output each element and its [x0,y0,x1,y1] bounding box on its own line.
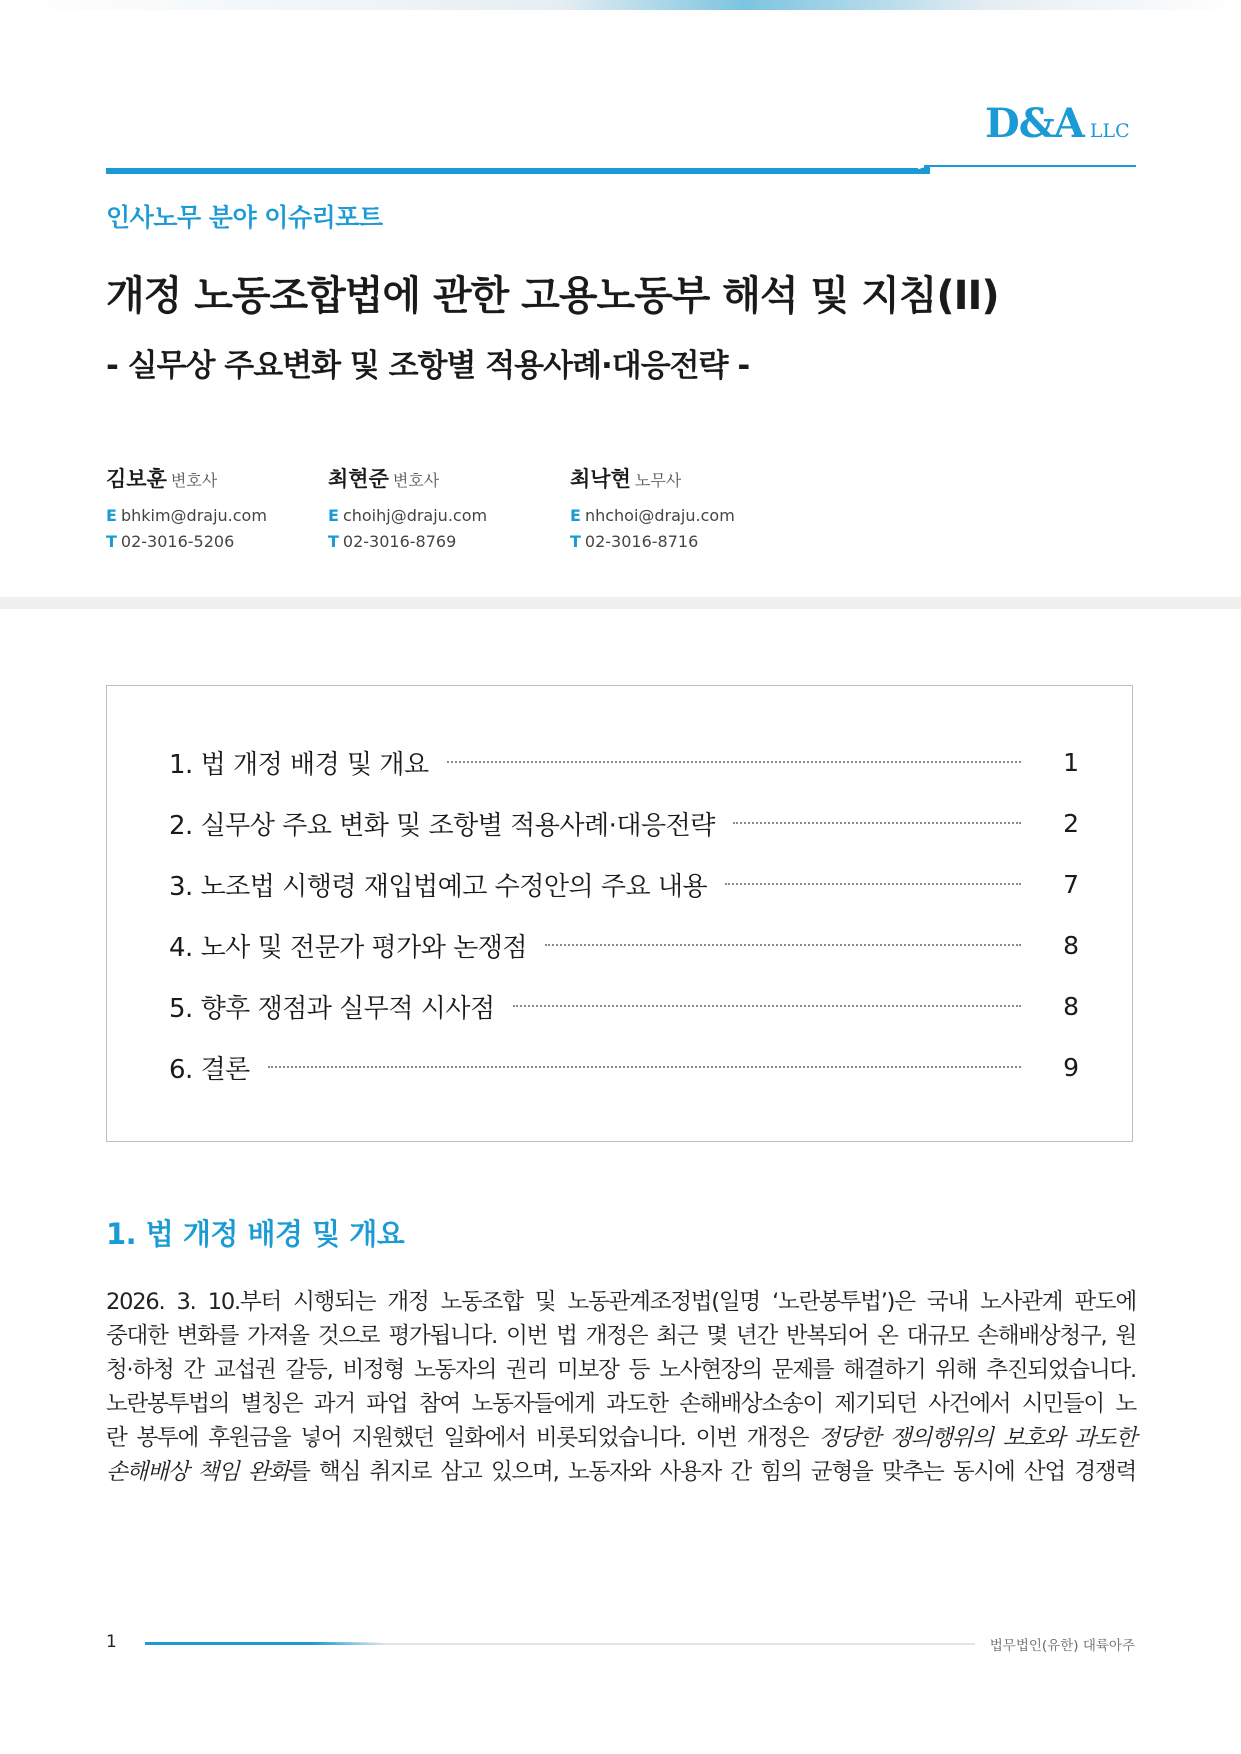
author-card [328,463,548,555]
body-text-segment: 란 봉투에 후원금을 넣어 지원했던 일화에서 비롯되었습니다. 이번 개정은 [106,1425,819,1451]
section-separator [0,597,1241,609]
toc-item-label: 3. 노조법 시행령 재입법예고 수정안의 주요 내용 [169,871,708,902]
toc-item-label: 4. 노사 및 전문가 평가와 논쟁점 [169,932,528,963]
author-role: 변호사 [170,471,218,490]
author-name: 김보훈 [106,467,167,491]
toc-item[interactable] [169,925,1079,965]
section-heading: 1. 법 개정 배경 및 개요 [106,1217,405,1251]
toc-item-page: 1 [1063,747,1079,777]
email-label: E [328,506,339,525]
toc-item-label: 6. 결론 [169,1054,250,1085]
toc-item-label: 5. 향후 쟁점과 실무적 시사점 [169,993,495,1024]
toc-item-label: 1. 법 개정 배경 및 개요 [169,749,429,780]
email-label: E [570,506,581,525]
author-tel: 02-3016-8769 [342,532,457,551]
tel-label: T [106,532,117,551]
toc-item-page: 9 [1063,1052,1079,1082]
author-card [570,463,790,555]
toc-item-page: 8 [1063,930,1079,960]
body-emphasis: 손해배상 책임 완화 [106,1459,290,1485]
toc-leader-dots [513,1005,1021,1007]
author-tel: 02-3016-8716 [584,532,699,551]
firm-logo [985,100,1135,147]
section-body [106,1285,1136,1489]
toc-item[interactable] [169,1047,1079,1087]
footer-firm-name: 법무법인(유한) 대륙아주 [989,1638,1135,1654]
toc-leader-dots [733,822,1021,824]
toc-item[interactable] [169,986,1079,1026]
toc-item[interactable] [169,742,1079,782]
email-label: E [106,506,117,525]
author-role: 변호사 [392,471,440,490]
author-card [106,463,326,555]
body-line: 2026. 3. 10.부터 시행되는 개정 노동조합 및 노동관계조정법(일명 ‘노란봉투법’)은 국내 노사관계 판도에 [106,1289,1136,1315]
toc-leader-dots [268,1066,1021,1068]
footer-rule-accent [145,1642,385,1645]
body-line: 노란봉투법의 별칭은 과거 파업 참여 노동자들에게 과도한 손해배상소송이 제기되던 사건에서 시민들이 노 [106,1391,1136,1417]
report-title: 개정 노동조합법에 관한 고용노동부 해석 및 지침(II) [106,273,999,319]
author-email[interactable]: bhkim@draju.com [120,506,267,525]
page-number: 1 [106,1632,117,1652]
toc-item-page: 2 [1063,808,1079,838]
author-role: 노무사 [634,471,682,490]
toc-item-page: 8 [1063,991,1079,1021]
logo-mark: D&A [985,100,1084,147]
tel-label: T [570,532,581,551]
author-name: 최현준 [328,467,389,491]
author-email[interactable]: nhchoi@draju.com [584,506,735,525]
body-line: 청·하청 간 교섭권 갈등, 비정형 노동자의 권리 미보장 등 노사현장의 문제를 해결하기 위해 추진되었습니다. [106,1357,1136,1383]
toc-leader-dots [545,944,1021,946]
author-tel: 02-3016-5206 [120,532,235,551]
body-line: 중대한 변화를 가져올 것으로 평가됩니다. 이번 법 개정은 최근 몇 년간 반복되어 온 대규모 손해배상청구, 원 [106,1323,1136,1349]
body-text-segment: 를 핵심 취지로 삼고 있으며, 노동자와 사용자 간 힘의 균형을 맞추는 동시에 산업 경쟁력 [289,1459,1136,1485]
tel-label: T [328,532,339,551]
toc-leader-dots [447,761,1021,763]
header-rule-thick [106,168,918,174]
toc-item[interactable] [169,864,1079,904]
body-emphasis: 정당한 쟁의행위의 보호와 과도한 [818,1425,1136,1451]
body-line [106,1455,1136,1489]
logo-suffix: LLC [1089,120,1130,142]
report-category: 인사노무 분야 이슈리포트 [106,203,383,232]
toc-item-label: 2. 실무상 주요 변화 및 조항별 적용사례·대응전략 [169,810,715,841]
header-rule-thin [924,165,1136,167]
toc-item-page: 7 [1063,869,1079,899]
author-name: 최낙현 [570,467,631,491]
toc-leader-dots [725,883,1021,885]
body-line [106,1421,1136,1455]
top-gradient-bar [0,0,1241,10]
toc-item[interactable] [169,803,1079,843]
author-email[interactable]: choihj@draju.com [342,506,488,525]
table-of-contents [106,685,1133,1142]
report-subtitle: - 실무상 주요변화 및 조항별 적용사례·대응전략 - [106,348,750,384]
